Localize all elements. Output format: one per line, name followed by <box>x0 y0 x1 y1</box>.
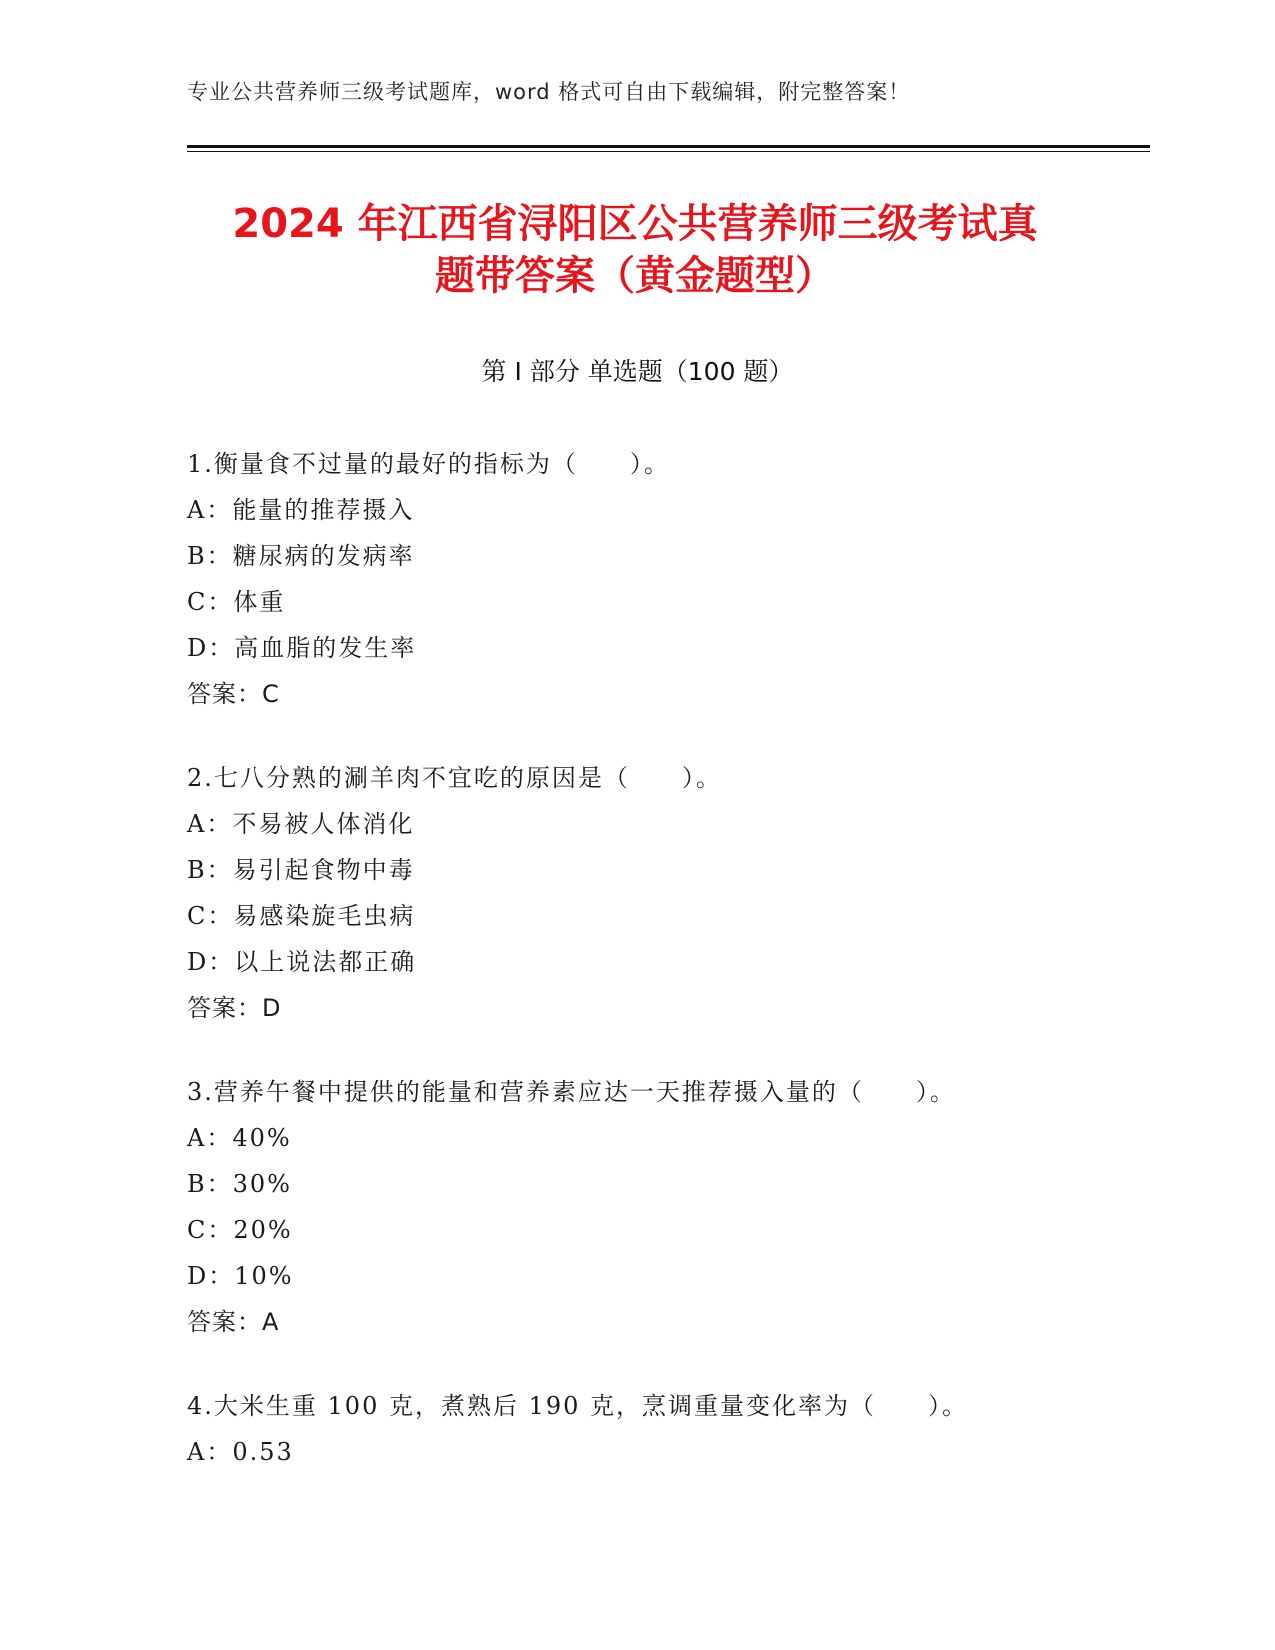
option-b: B：易引起食物中毒 <box>187 856 415 884</box>
question-stem: 3.营养午餐中提供的能量和营养素应达一天推荐摄入量的（ ）。 <box>187 1078 956 1106</box>
question-1 <box>187 441 1137 717</box>
header-note: 专业公共营养师三级考试题库，word 格式可自由下载编辑，附完整答案！ <box>187 80 911 104</box>
option-b: B：30% <box>187 1170 292 1198</box>
section-title: 第 I 部分 单选题（100 题） <box>481 357 794 386</box>
question-2 <box>187 755 1137 1031</box>
option-a: A：能量的推荐摄入 <box>187 496 415 524</box>
question-4 <box>187 1383 1137 1475</box>
option-d: D：以上说法都正确 <box>187 948 417 976</box>
document-title <box>175 198 1095 302</box>
option-c: C：易感染旋毛虫病 <box>187 902 416 930</box>
option-a: A：不易被人体消化 <box>187 810 415 838</box>
header-divider-thick <box>187 145 1150 148</box>
question-stem: 1.衡量食不过量的最好的指标为（ ）。 <box>187 450 670 478</box>
question-list <box>187 441 1137 1513</box>
option-d: D：10% <box>187 1262 294 1290</box>
option-d: D：高血脂的发生率 <box>187 634 417 662</box>
question-3 <box>187 1069 1137 1345</box>
answer-line: 答案：A <box>187 1308 280 1336</box>
answer-line: 答案：D <box>187 994 282 1022</box>
option-b: B：糖尿病的发病率 <box>187 542 415 570</box>
option-c: C：体重 <box>187 588 286 616</box>
answer-line: 答案：C <box>187 680 280 708</box>
question-stem: 2.七八分熟的涮羊肉不宜吃的原因是（ ）。 <box>187 764 722 792</box>
header-divider-thin <box>187 151 1150 152</box>
question-stem: 4.大米生重 100 克，煮熟后 190 克，烹调重量变化率为（ ）。 <box>187 1392 969 1420</box>
option-c: C：20% <box>187 1216 293 1244</box>
document-title-line-2: 题带答案（黄金题型） <box>435 253 835 299</box>
option-a: A：0.53 <box>187 1438 294 1466</box>
option-a: A：40% <box>187 1124 292 1152</box>
document-title-line-1: 2024 年江西省浔阳区公共营养师三级考试真 <box>232 201 1038 247</box>
